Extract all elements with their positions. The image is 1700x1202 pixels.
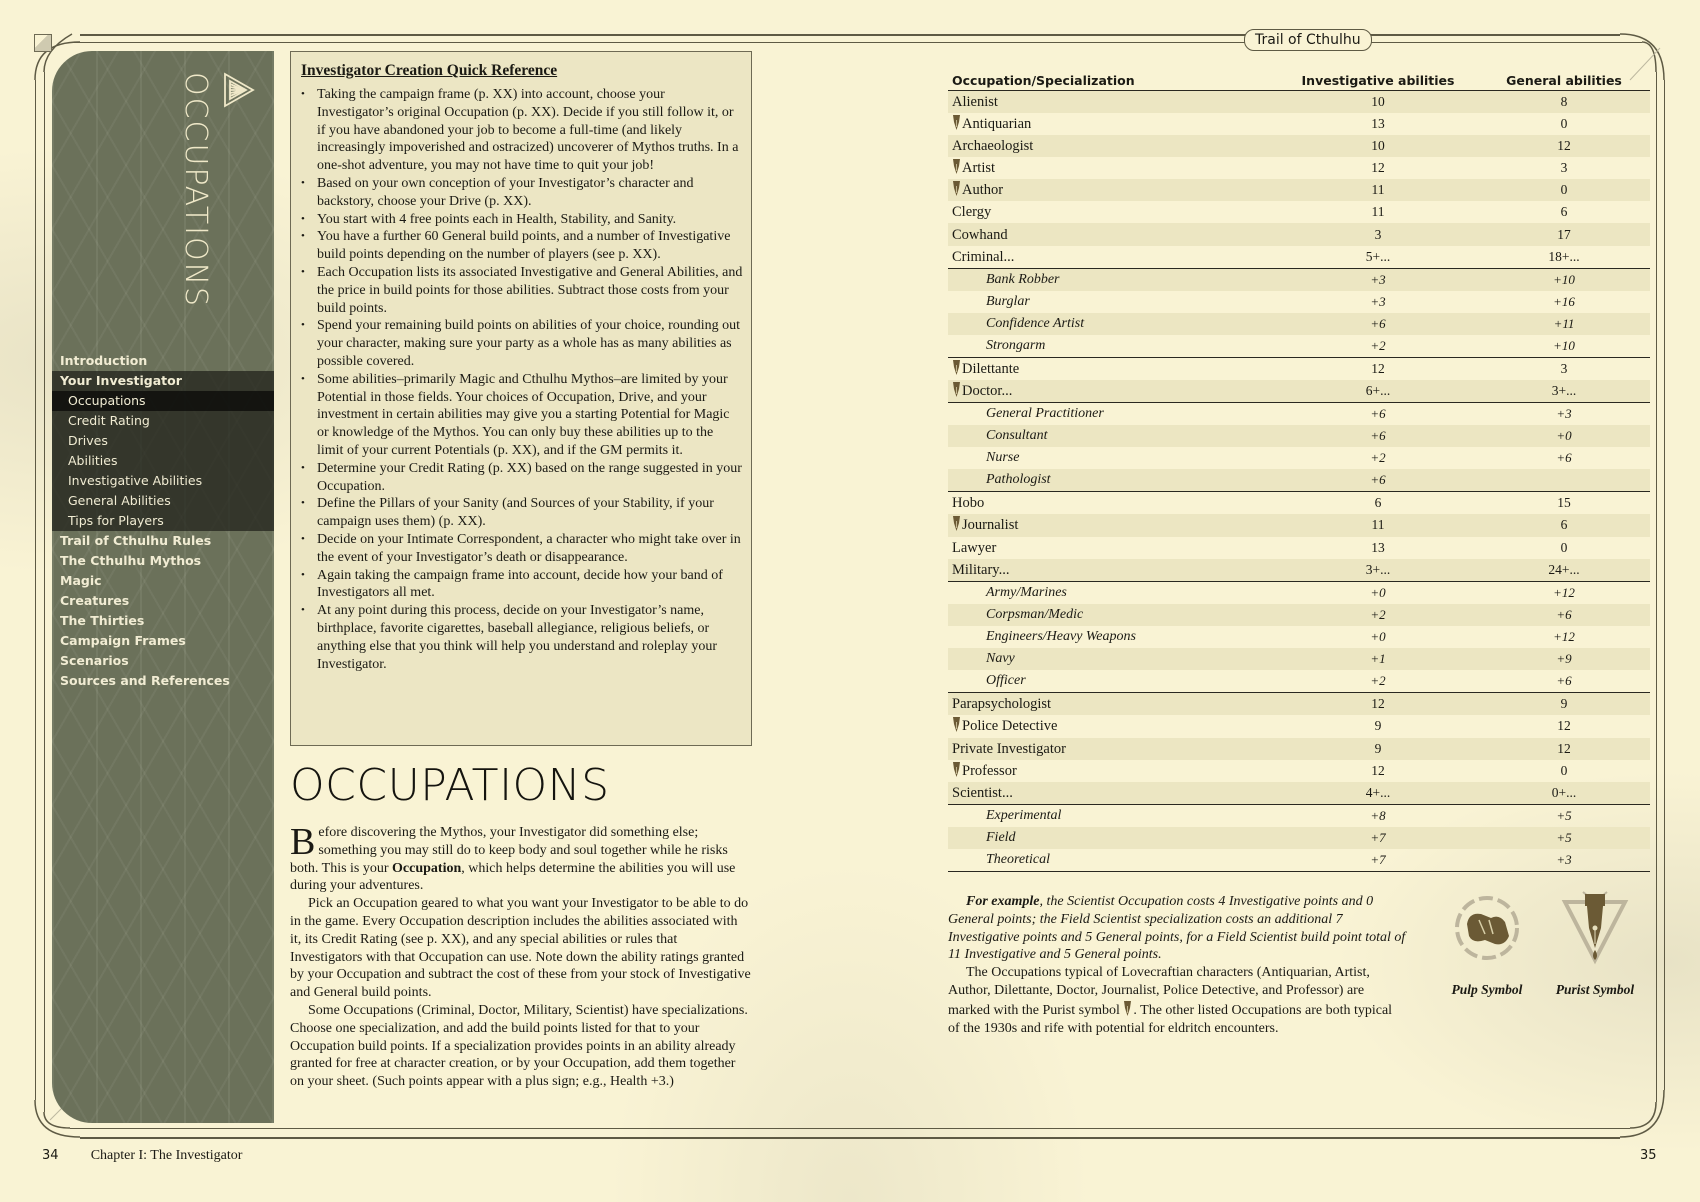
occupation-row (948, 693, 1650, 716)
page-corner-icon (34, 34, 52, 52)
body-paragraph-1 (290, 821, 752, 895)
nav-item-introduction[interactable]: Introduction (60, 353, 148, 368)
occupation-name: Antiquarian (962, 115, 1032, 132)
specialization-row (948, 425, 1650, 447)
investigative-points-cell: +1 (1278, 648, 1478, 670)
occupation-name: Burglar (986, 293, 1030, 309)
general-points-cell: 12 (1478, 738, 1650, 760)
occupation-row (948, 537, 1650, 559)
general-points-cell: 3 (1560, 159, 1568, 175)
occupation-name: Author (962, 182, 1004, 199)
occupation-name: Military... (952, 561, 1010, 578)
occupation-name-cell (948, 447, 1278, 469)
investigative-points-cell: +6 (1370, 406, 1386, 421)
general-points-cell: 15 (1557, 495, 1571, 511)
specialization-row (948, 447, 1650, 469)
general-points-cell: +12 (1553, 629, 1575, 645)
purist-note-after: . The other listed Occupations are both typical of the 1930s and rife with potential for eldritch encounters. (948, 1002, 1393, 1036)
occupation-row (948, 559, 1650, 582)
investigative-points-cell: +3 (1278, 268, 1478, 291)
triangle-sunburst-icon (222, 72, 256, 108)
symbols-legend (1432, 888, 1662, 1008)
occupation-name-cell (948, 715, 1278, 737)
investigative-points-cell: +3 (1370, 293, 1386, 309)
specialization-row (948, 469, 1650, 492)
occupation-name-cell (948, 268, 1278, 291)
nav-item-the-thirties[interactable]: The Thirties (60, 613, 145, 628)
pulp-symbol-label: Pulp Symbol (1451, 982, 1523, 997)
header-general: General abilities (1478, 70, 1650, 90)
quick-reference-item: • You have a further 60 General build points, and a number of Investigative build points depending on the number of players (see p. XX). (299, 228, 743, 264)
general-points-cell: 18+... (1478, 246, 1650, 269)
general-points-cell: 17 (1478, 223, 1650, 245)
occupation-name-cell (948, 135, 1278, 157)
running-title: Trail of Cthulhu (1244, 29, 1372, 51)
general-points-cell: 12 (1557, 718, 1571, 734)
investigative-points-cell: +7 (1278, 827, 1478, 849)
purist-symbol-icon (952, 114, 961, 131)
occupation-row (948, 90, 1650, 113)
frame-bottom-inner (70, 1128, 1630, 1129)
investigative-points-cell: 10 (1278, 135, 1478, 157)
general-points-cell: 0 (1560, 115, 1568, 131)
occupation-row (948, 358, 1650, 381)
quick-reference-item: • Based on your own conception of your Investigator’s character and backstory, choose your Drive (p. XX). (299, 175, 743, 211)
nav-item-creatures[interactable]: Creatures (60, 593, 130, 608)
nav-subgroup-your-investigator (52, 391, 274, 531)
header-occupation: Occupation/Specialization (948, 70, 1278, 90)
occupation-name-cell (948, 782, 1278, 805)
investigative-points-cell: 6 (1374, 495, 1382, 511)
purist-symbol-icon (952, 515, 961, 532)
frame-left-outer (35, 80, 36, 1100)
occupation-row (948, 380, 1650, 403)
occupation-row (948, 223, 1650, 245)
quick-reference-item: • You start with 4 free points each in Health, Stability, and Sanity. (299, 211, 743, 229)
occupation-name-cell (948, 113, 1278, 135)
occupations-table-body (948, 90, 1650, 872)
specialization-row (948, 626, 1650, 648)
occupation-name: General Practitioner (986, 406, 1104, 421)
quick-reference-item: • Taking the campaign frame (p. XX) into account, choose your Investigator’s original Occupation (p. XX). Decide if you still follow it, or if you have abandoned your job to become a full-time (and likely increasingly impoverished and ostracized) uncoverer of Mythos truths. In a one-shot adventure, you may not have time to quit your job! (299, 86, 743, 175)
occupation-row (948, 201, 1650, 223)
general-points-cell: +6 (1556, 450, 1572, 466)
occupation-name: Journalist (962, 517, 1019, 534)
occupation-name-cell (948, 581, 1278, 604)
investigative-points-cell: 4+... (1278, 782, 1478, 805)
occupation-name-cell (948, 648, 1278, 670)
occupation-name: Professor (962, 762, 1017, 779)
investigative-points-cell: +2 (1278, 335, 1478, 358)
purist-pen-nib-icon (1555, 888, 1635, 968)
occupation-name: Bank Robber (986, 271, 1060, 287)
occupation-name: Criminal... (952, 248, 1015, 265)
body-text-span: , which helps determine the abilities you will use during your adventures. (290, 860, 736, 894)
occupation-name-cell (948, 760, 1278, 782)
quick-reference-item: • At any point during this process, decide on your Investigator’s name, birthplace, favorite cigarettes, baseball allegiance, religious beliefs, or anything else that you think will help you understand and roleplay your Investigator. (299, 602, 743, 673)
occupation-name-cell (948, 738, 1278, 760)
nav-item-the-cthulhu-mythos[interactable]: The Cthulhu Mythos (60, 553, 202, 568)
general-points-cell: 3+... (1478, 380, 1650, 403)
investigative-points-cell: 12 (1278, 693, 1478, 716)
investigative-points-cell: +0 (1370, 584, 1386, 600)
occupation-row (948, 514, 1650, 536)
general-points-cell: 0 (1560, 762, 1568, 778)
quick-reference-list (299, 86, 743, 673)
investigative-points-cell: 3+... (1278, 559, 1478, 582)
occupation-name-cell (948, 804, 1278, 827)
occupation-row (948, 492, 1650, 515)
specialization-row (948, 804, 1650, 827)
specialization-row (948, 849, 1650, 872)
quick-reference-item: • Spend your remaining build points on abilities of your choice, rounding out your character, making sure your party as a whole has as many abilities as possible covered. (299, 317, 743, 370)
investigative-points-cell: 9 (1374, 718, 1382, 734)
general-points-cell: +3 (1556, 406, 1572, 421)
investigative-points-cell: +2 (1278, 670, 1478, 693)
page-number-right: 35 (1640, 1148, 1657, 1163)
investigative-points-cell: +6 (1278, 469, 1478, 492)
occupation-name: Nurse (986, 450, 1020, 466)
occupation-name: Private Investigator (952, 740, 1066, 757)
body-paragraph-3: Some Occupations (Criminal, Doctor, Military, Scientist) have specializations. Choose one specialization, and add the build points listed for that to your Occupation build points. If a specialization provides points in an ability already granted for free at character creation, or by your Occupation, add them together on your sheet. (Such points appear with a plus sign; e.g., Health +3.) (290, 1002, 748, 1090)
purist-symbol-icon (952, 716, 961, 733)
occupation-name: Army/Marines (986, 584, 1067, 600)
occupation-name-cell (948, 403, 1278, 426)
nav-item-campaign-frames[interactable]: Campaign Frames (60, 633, 186, 648)
occupation-name-cell (948, 223, 1278, 245)
occupation-name-cell (948, 469, 1278, 492)
investigative-points-cell: 10 (1278, 90, 1478, 113)
frame-top-inner (72, 42, 1642, 43)
occupation-name: Scientist... (952, 784, 1013, 801)
pulp-fists-icon (1447, 888, 1527, 968)
specialization-row (948, 291, 1650, 313)
occupation-name: Doctor... (962, 383, 1013, 399)
specialization-row (948, 604, 1650, 626)
occupation-row (948, 760, 1650, 782)
occupation-name: Corpsman/Medic (986, 606, 1084, 622)
general-points-cell: 0 (1560, 539, 1568, 555)
investigative-points-cell: 9 (1278, 738, 1478, 760)
occupation-name: Police Detective (962, 718, 1058, 735)
investigative-points-cell: +6 (1278, 313, 1478, 335)
quick-reference-item: • Define the Pillars of your Sanity (and Sources of your Stability, if your campaign uses them) (p. XX). (299, 495, 743, 531)
quick-reference-item: • Again taking the campaign frame into account, decide how your band of Investigators all met. (299, 567, 743, 603)
general-points-cell: 0+... (1478, 782, 1650, 805)
investigative-points-cell: 12 (1371, 159, 1385, 175)
occupation-name: Parapsychologist (952, 696, 1052, 713)
occupation-name-cell (948, 380, 1278, 403)
nav-item-sources-and-references[interactable]: Sources and References (60, 673, 230, 688)
body-text-span: efore discovering the Mythos, your Investigator did something else; something you may still do to keep body and soul together while he risks both. This is your (290, 825, 728, 876)
occupation-name: Confidence Artist (986, 315, 1085, 331)
investigative-points-cell: +2 (1278, 604, 1478, 626)
nav-item-magic[interactable]: Magic (60, 573, 102, 588)
occupation-name-cell (948, 179, 1278, 201)
general-points-cell: 0 (1478, 179, 1650, 201)
occupation-row (948, 782, 1650, 805)
general-points-cell (1478, 469, 1650, 492)
occupation-name-cell (948, 559, 1278, 582)
general-points-cell: 6 (1478, 514, 1650, 536)
nav-item-investigative-abilities[interactable]: Investigative Abilities (68, 473, 203, 488)
general-points-cell: +10 (1478, 335, 1650, 358)
drop-cap: B (290, 821, 316, 863)
occupation-name: Archaeologist (952, 137, 1034, 154)
purist-note-paragraph (948, 964, 1406, 1037)
body-bold-term: Occupation (392, 860, 462, 876)
chapter-title: Chapter I: The Investigator (90, 1148, 243, 1163)
investigative-points-cell: 12 (1371, 361, 1385, 376)
specialization-row (948, 268, 1650, 291)
example-paragraph (948, 893, 1406, 964)
frame-left-inner (44, 72, 45, 1112)
specialization-row (948, 403, 1650, 426)
general-points-cell: +6 (1478, 604, 1650, 626)
sidebar-chapter-title: OCCUPATIONS (178, 72, 213, 309)
investigative-points-cell: 13 (1371, 539, 1385, 555)
investigative-points-cell: +8 (1370, 807, 1386, 823)
occupation-name-cell (948, 693, 1278, 716)
occupation-name: Officer (986, 673, 1026, 689)
sidebar-nav (52, 351, 274, 691)
general-points-cell: +12 (1553, 584, 1575, 600)
occupation-name-cell (948, 90, 1278, 113)
occupation-name: Dilettante (962, 361, 1020, 377)
purist-symbol-icon (952, 359, 961, 376)
nav-item-general-abilities[interactable]: General Abilities (68, 493, 171, 508)
general-points-cell: 12 (1478, 135, 1650, 157)
occupation-row (948, 179, 1650, 201)
specialization-row (948, 581, 1650, 604)
occupation-name-cell (948, 604, 1278, 626)
general-points-cell: +16 (1553, 293, 1575, 309)
investigative-points-cell: 11 (1278, 179, 1478, 201)
general-points-cell: +5 (1556, 807, 1572, 823)
investigative-points-cell: 11 (1371, 204, 1385, 220)
occupation-name-cell (948, 358, 1278, 381)
general-points-cell: 9 (1478, 693, 1650, 716)
specialization-row (948, 313, 1650, 335)
body-paragraph-2: Pick an Occupation geared to what you want your Investigator to be able to do in the game. Every Occupation description includes the abilities associated with it, its Credit Rating (see p. XX), and any special abilities or rules that Investigators with that Occupation can use. Note down the ability ratings granted by your Occupation and subtract the cost of these from your stock of Investigative and General build points. (290, 896, 751, 1001)
purist-symbol-label: Purist Symbol (1555, 982, 1635, 997)
occupation-name-cell (948, 425, 1278, 447)
occupation-name-cell (948, 626, 1278, 648)
occupation-name: Hobo (952, 495, 985, 512)
occupations-body-text (290, 821, 752, 1091)
general-points-cell: +3 (1478, 849, 1650, 872)
general-points-cell: 8 (1478, 90, 1650, 113)
occupation-name-cell (948, 827, 1278, 849)
occupation-name: Cowhand (952, 226, 1008, 243)
table-header-row (948, 70, 1650, 90)
occupation-name: Clergy (952, 204, 992, 221)
occupation-name-cell (948, 313, 1278, 335)
occupation-name-cell (948, 246, 1278, 269)
general-points-cell: +10 (1478, 268, 1650, 291)
occupation-name: Lawyer (952, 539, 997, 556)
pulp-symbol (1432, 888, 1542, 998)
nav-item-tips-for-players[interactable]: Tips for Players (68, 513, 164, 528)
occupation-row (948, 246, 1650, 269)
frame-bottom-outer (80, 1137, 1620, 1139)
occupation-row (948, 715, 1650, 737)
general-points-cell: +6 (1478, 670, 1650, 693)
occupation-name-cell (948, 670, 1278, 693)
example-lead: For example (966, 894, 1040, 909)
investigative-points-cell: 12 (1371, 762, 1385, 778)
section-heading: OCCUPATIONS (290, 760, 610, 811)
nav-item-drives[interactable]: Drives (68, 433, 108, 448)
nav-item-occupations[interactable]: Occupations (52, 391, 274, 411)
general-points-cell: +0 (1478, 425, 1650, 447)
occupation-name: Experimental (986, 807, 1062, 823)
purist-symbol-icon (952, 761, 961, 778)
investigative-points-cell: +0 (1370, 629, 1386, 645)
occupation-name-cell (948, 849, 1278, 872)
occupation-name: Alienist (952, 93, 998, 110)
investigative-points-cell: +6 (1278, 425, 1478, 447)
occupation-row (948, 135, 1650, 157)
occupation-name-cell (948, 537, 1278, 559)
specialization-row (948, 670, 1650, 693)
general-points-cell: +9 (1478, 648, 1650, 670)
general-points-cell: 6 (1560, 204, 1568, 220)
quick-reference-item: • Determine your Credit Rating (p. XX) based on the range suggested in your Occupation. (299, 460, 743, 496)
purist-symbol-icon (1123, 1000, 1132, 1017)
nav-item-credit-rating[interactable]: Credit Rating (68, 413, 150, 428)
specialization-row (948, 648, 1650, 670)
occupations-table (948, 70, 1650, 872)
nav-item-abilities[interactable]: Abilities (68, 453, 118, 468)
nav-item-scenarios[interactable]: Scenarios (60, 653, 129, 668)
occupation-name: Artist (962, 159, 996, 176)
quick-reference-title: Investigator Creation Quick Reference (301, 62, 558, 79)
general-points-cell: 3 (1560, 361, 1568, 376)
quick-reference-item: • Some abilities–primarily Magic and Cthulhu Mythos–are limited by your Potential in those fields. Your choices of Occupation, Drive, and your investment in certain abilities may give you a starting Potential for Magic or knowledge of the Mythos. You can only buy these abilities up to the limit of your current Potentials (p. XX), and if the GM permits it. (299, 371, 743, 460)
occupation-name-cell (948, 201, 1278, 223)
purist-note-before: The Occupations typical of Lovecraftian characters (Antiquarian, Artist, Author, Dilettante, Doctor, Journalist, Police Detective, and Professor) are marked with the Purist symbol (948, 965, 1370, 1018)
investigative-points-cell: +7 (1278, 849, 1478, 872)
header-investigative: Investigative abilities (1278, 70, 1478, 90)
occupation-name-cell (948, 492, 1278, 515)
occupation-name: Theoretical (986, 852, 1051, 868)
quick-reference-item: • Each Occupation lists its associated Investigative and General Abilities, and the price in build points for those abilities. Subtract those costs from your build points. (299, 264, 743, 317)
example-body: , the Scientist Occupation costs 4 Investigative points and 0 General points; the Field Scientist specialization costs an additional 7 Investigative points and 5 General points, for a Field Scientist build point total of 11 Investigative and 5 General points. (948, 894, 1406, 963)
investigative-points-cell: 13 (1371, 115, 1385, 131)
occupation-row (948, 738, 1650, 760)
occupation-name: Pathologist (986, 472, 1051, 488)
specialization-row (948, 335, 1650, 358)
purist-symbol-icon (952, 381, 961, 398)
footer-left (42, 1148, 242, 1164)
specialization-row (948, 827, 1650, 849)
occupation-row (948, 157, 1650, 179)
purist-symbol (1540, 888, 1650, 998)
occupation-name-cell (948, 157, 1278, 179)
example-text (948, 893, 1406, 1037)
frame-right-outer (1664, 80, 1665, 1090)
general-points-cell: +5 (1478, 827, 1650, 849)
general-points-cell: 24+... (1478, 559, 1650, 582)
quick-reference-box (290, 51, 752, 746)
occupation-name: Strongarm (986, 338, 1046, 353)
occupation-name-cell (948, 335, 1278, 358)
purist-symbol-icon (952, 158, 961, 175)
occupation-name: Field (986, 829, 1016, 845)
nav-item-your-investigator[interactable]: Your Investigator (52, 371, 274, 391)
occupation-row (948, 113, 1650, 135)
general-points-cell: +11 (1478, 313, 1650, 335)
page-number-left: 34 (42, 1148, 59, 1163)
occupation-name-cell (948, 514, 1278, 536)
occupation-name: Navy (986, 651, 1015, 667)
purist-symbol-icon (952, 180, 961, 197)
quick-reference-item: • Decide on your Intimate Correspondent, a character who might take over in the event of your Investigator’s death or disappearance. (299, 531, 743, 567)
investigative-points-cell: 5+... (1278, 246, 1478, 269)
investigative-points-cell: 6+... (1278, 380, 1478, 403)
nav-item-trail-of-cthulhu-rules[interactable]: Trail of Cthulhu Rules (60, 533, 212, 548)
investigative-points-cell: 11 (1278, 514, 1478, 536)
occupation-name-cell (948, 291, 1278, 313)
occupation-name: Engineers/Heavy Weapons (986, 629, 1136, 645)
occupation-name: Consultant (986, 428, 1048, 444)
investigative-points-cell: 3 (1278, 223, 1478, 245)
investigative-points-cell: +2 (1370, 450, 1386, 466)
frame-top-outer (80, 34, 1620, 36)
